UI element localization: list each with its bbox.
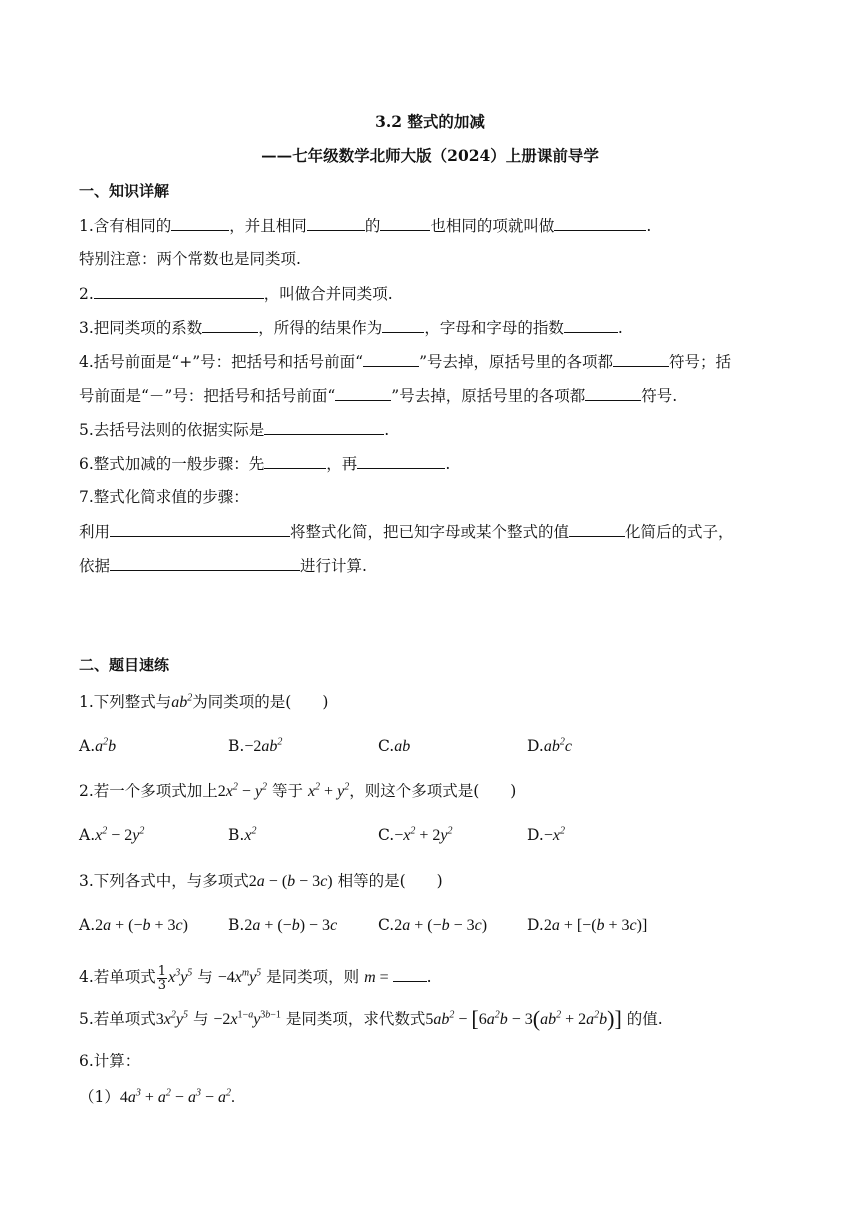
knowledge-item-1: 1.含有相同的 ，并且相同 的 也相同的项就叫做 . <box>79 217 652 235</box>
question-2-stem: 2.若一个多项式加上$2x^2 - y^2$ 等于 $x^2 + y^2$，则这个多项式是( ) <box>79 781 517 800</box>
fill-blank[interactable] <box>380 215 430 231</box>
question-2-option-c[interactable]: $C.-x^2 + 2y^2$ <box>378 825 453 844</box>
question-3-option-d[interactable]: D.2a + [−(b + 3c)] <box>527 916 648 934</box>
fraction-one-third: $\frac{1}{3}$ <box>157 963 167 993</box>
fill-blank[interactable] <box>357 453 445 469</box>
knowledge-item-7-line1: 利用 将整式化简，把已知字母或某个整式的值 化简后的式子， <box>79 523 734 541</box>
question-1-option-c[interactable]: C.ab <box>378 737 411 755</box>
question-3-option-a[interactable]: A.2a + (−b + 3c) <box>79 916 188 934</box>
knowledge-item-4-line2: 号前面是“－”号：把括号和括号前面“ ”号去掉，原括号里的各项都 符号. <box>79 387 678 405</box>
math-expression: $-2x^{1-a}y^{3b-1}$ <box>213 1009 281 1028</box>
math-expression: m = <box>364 969 393 986</box>
fill-blank[interactable] <box>171 215 229 231</box>
knowledge-item-2: 2. ，叫做合并同类项. <box>79 285 393 303</box>
math-expression: $3x^2y^5$ <box>155 1009 189 1028</box>
question-6-head: 6.计算： <box>79 1052 141 1070</box>
question-3-option-b[interactable]: B.2a + (−b) − 3c <box>228 916 338 934</box>
fill-blank[interactable] <box>554 215 646 231</box>
question-1-option-a[interactable]: $A.a^2b$ <box>79 736 117 755</box>
knowledge-item-7-head: 7.整式化简求值的步骤： <box>79 488 249 506</box>
question-1-stem: 1.下列整式与$ab^2$为同类项的是( ) <box>79 692 329 711</box>
fill-blank[interactable] <box>613 351 669 367</box>
section-heading-practice: 二、题目速练 <box>79 656 170 674</box>
fill-blank[interactable] <box>202 317 258 333</box>
knowledge-item-5: 5.去括号法则的依据实际是 . <box>79 421 390 439</box>
fill-blank[interactable] <box>393 966 427 982</box>
fill-blank[interactable] <box>264 453 326 469</box>
fill-blank[interactable] <box>335 385 391 401</box>
fill-blank[interactable] <box>585 385 641 401</box>
fill-blank[interactable] <box>569 521 625 537</box>
math-expression: 2a − (b − 3c) <box>248 873 333 890</box>
math-expression: $x^2 + y^2$ <box>307 781 350 800</box>
question-1-option-d[interactable]: $D.ab^2c$ <box>527 736 572 755</box>
page-title: 3.2 整式的加减 <box>375 112 485 131</box>
knowledge-item-7-line2: 依据 进行计算. <box>79 557 367 575</box>
math-expression: $2x^2 - y^2$ <box>217 781 268 800</box>
math-expression: $x^3y^5$ <box>168 967 193 986</box>
question-1-option-b[interactable]: $B.-2ab^2$ <box>228 736 283 755</box>
knowledge-item-6: 6.整式加减的一般步骤：先 ，再 . <box>79 455 451 473</box>
fill-blank[interactable] <box>382 317 424 333</box>
section-heading-knowledge: 一、知识详解 <box>79 182 170 200</box>
fill-blank[interactable] <box>363 351 419 367</box>
fill-blank[interactable] <box>110 521 290 537</box>
fill-blank[interactable] <box>110 555 300 571</box>
question-5-stem: 5.若单项式$3x^2y^5$ 与 $-2x^{1-a}y^{3b-1}$ 是同类项，求代数式$5ab^2 - [6a^2b - 3(ab^2 + 2a^2b)]$ 的值. <box>79 1006 663 1031</box>
question-4-stem: 4.若单项式 $\frac{1}{3}$ $x^3y^5$ 与 $-4x^my^5$ 是同类项，则 m = . <box>79 963 432 993</box>
question-3-option-c[interactable]: C.2a + (−b − 3c) <box>378 916 488 934</box>
question-2-option-a[interactable]: $A.x^2 - 2y^2$ <box>79 825 145 844</box>
question-3-stem: 3.下列各式中，与多项式2a − (b − 3c) 相等的是( ) <box>79 872 443 890</box>
math-expression: $-4x^my^5$ <box>217 967 262 986</box>
knowledge-item-3: 3.把同类项的系数 ，所得的结果作为 ，字母和字母的指数 . <box>79 319 623 337</box>
fill-blank[interactable] <box>264 419 384 435</box>
question-2-option-b[interactable]: $B.x^2$ <box>228 825 257 844</box>
fill-blank[interactable] <box>564 317 618 333</box>
math-expression: $4a^3 + a^2 - a^3 - a^2$. <box>119 1087 235 1106</box>
knowledge-note: 特别注意：两个常数也是同类项. <box>79 250 301 268</box>
math-expression: $ab^2$ <box>171 692 193 711</box>
question-6-part-1: $(1)4a^3 + a^2 - a^3 - a^2$. <box>79 1087 235 1106</box>
math-expression: $5ab^2 - [6a^2b - 3(ab^2 + 2a^2b)]$ <box>425 1006 622 1031</box>
fill-blank[interactable] <box>307 215 365 231</box>
page-subtitle: ——七年级数学北师大版（2024）上册课前导学 <box>261 146 599 165</box>
question-2-option-d[interactable]: $D.-x^2$ <box>527 825 565 844</box>
fill-blank[interactable] <box>94 283 264 299</box>
knowledge-item-4-line1: 4.括号前面是“+”号：把括号和括号前面“ ”号去掉，原括号里的各项都 符号；括 <box>79 353 732 371</box>
